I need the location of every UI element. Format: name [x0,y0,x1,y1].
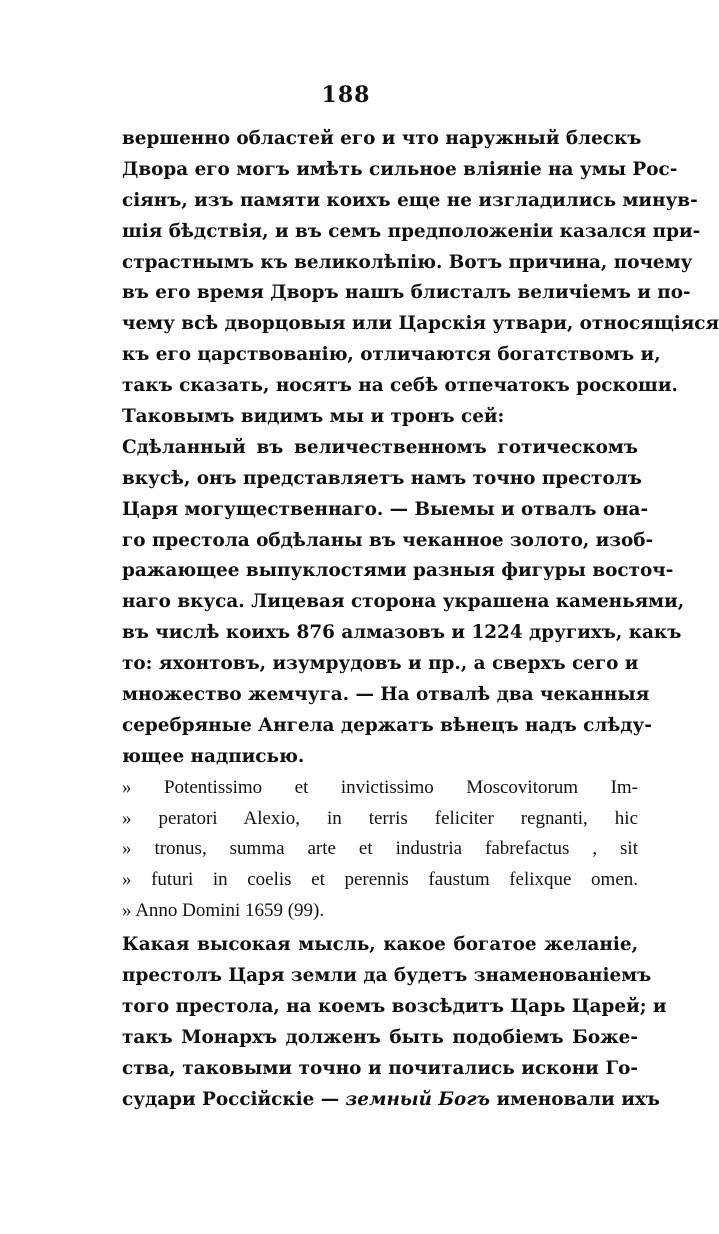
text-line: въ его время Дворъ нашъ блисталъ величiемъ и по- [122,282,691,304]
text-line: ражающее выпуклостями разныя фигуры восточ- [122,560,674,582]
text-line: къ его царствованiю, отличаются богатствомъ и, [122,344,661,366]
text-line: го престола обдѣланы въ чеканное золото, изоб- [122,529,654,551]
text-line: чему всѣ дворцовыя или Царскiя утвари, относящiяся [122,313,719,335]
text-line: Какая высокая мысль, какое богатое желанiе, [122,934,638,956]
text-line: такъ Монархъ долженъ быть подобiемъ Боже- [122,1026,638,1048]
text-line: то: яхонтовъ, изумрудовъ и пр., а сверхъ сего и [122,653,639,675]
paragraph-2 [122,402,638,433]
latin-line: » Anno Domini 1659 (99). [122,900,325,922]
paragraph-3 [122,433,685,773]
text-line: того престола, на коемъ возсѣдитъ Царь Царей; и [122,995,667,1017]
page-number: 188 [321,82,371,108]
text-line: множество жемчуга. — На отвалѣ два чеканныя [122,684,650,706]
text-segment: судари Россiйскiе — [122,1088,346,1110]
latin-line: » Potentissimo et invictissimo Moscovitorum Im- [122,776,638,798]
text-line: такъ сказать, носятъ на себѣ отпечатокъ роскоши. [122,375,678,397]
text-line: Царя могущественнаго. — Выемы и отвалъ она- [122,498,649,520]
latin-line: » futuri in coelis et perennis faustum felixque omen. [122,869,638,891]
latin-inscription [122,773,638,927]
text-line-final [122,1085,660,1116]
latin-line: » tronus, summa arte et industria fabrefactus , sit [122,838,638,860]
text-line: вкусѣ, онъ представляетъ намъ точно престолъ [122,467,642,489]
text-line: вершенно областей его и что наружный блескъ [122,128,642,149]
text-line: сiянъ, изъ памяти коихъ еще не изгладились минув- [122,189,698,211]
text-line: серебряные Ангела держатъ вѣнецъ надъ слѣду- [122,714,652,736]
body-text [122,124,719,1116]
latin-line: » peratori Alexio, in terris feliciter regnanti, hic [122,807,638,829]
text-line: страстнымъ къ великолѣпiю. Вотъ причина, почему [122,251,693,273]
paragraph-1 [122,124,719,402]
text-line: наго вкуса. Лицевая сторона украшена каменьями, [122,591,685,613]
text-segment: именовали ихъ [490,1088,660,1110]
text-line: Сдѣланный въ величественномъ готическомъ [122,436,638,458]
text-line: въ числѣ коихъ 876 алмазовъ и 1224 другихъ, какъ [122,622,682,644]
text-line: ства, таковыми точно и почитались искони Го- [122,1057,638,1079]
paragraph-5 [122,930,667,1115]
text-line: Таковымъ видимъ мы и тронъ сей: [122,406,505,428]
text-line: Двора его могъ имѣть сильное влiянiе на умы Рос- [122,158,678,180]
text-line: престолъ Царя земли да будетъ знаменованiемъ [122,965,652,987]
italic-phrase: земный Богъ [345,1088,491,1110]
text-line: шiя бѣдствiя, и въ семъ предположенiи казался при- [122,220,701,242]
text-line: ющее надписью. [122,745,305,767]
